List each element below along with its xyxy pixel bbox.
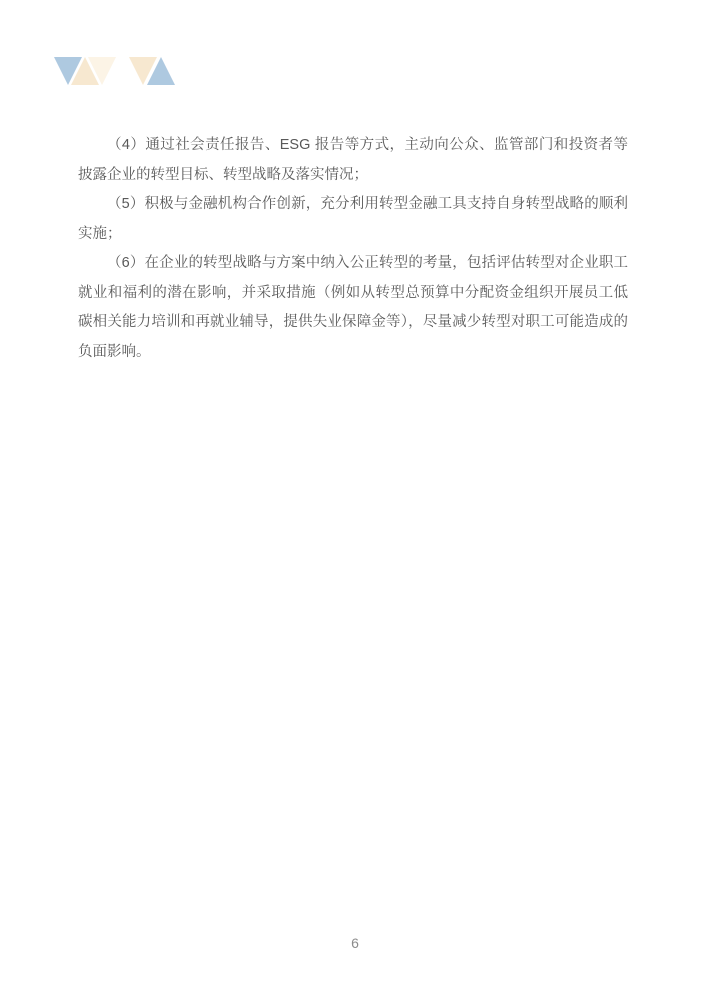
logo: [54, 57, 184, 87]
paragraph-item-6: （6）在企业的转型战略与方案中纳入公正转型的考量，包括评估转型对企业职工就业和福利的潜在影响，并采取措施（例如从转型总预算中分配资金组织开展员工低碳相关能力培训和再就业辅导，提供失业保障金等），尽量减少转型对职工可能造成的负面影响。: [78, 255, 628, 360]
page-number: 6: [351, 935, 359, 951]
paragraph-item-5: （5）积极与金融机构合作创新，充分利用转型金融工具支持自身转型战略的顺利实施；: [78, 196, 628, 242]
paragraph-item-4: （4）通过社会责任报告、ESG 报告等方式，主动向公众、监管部门和投资者等披露企业的转型目标、转型战略及落实情况；: [78, 137, 628, 183]
document-body: [78, 131, 628, 367]
